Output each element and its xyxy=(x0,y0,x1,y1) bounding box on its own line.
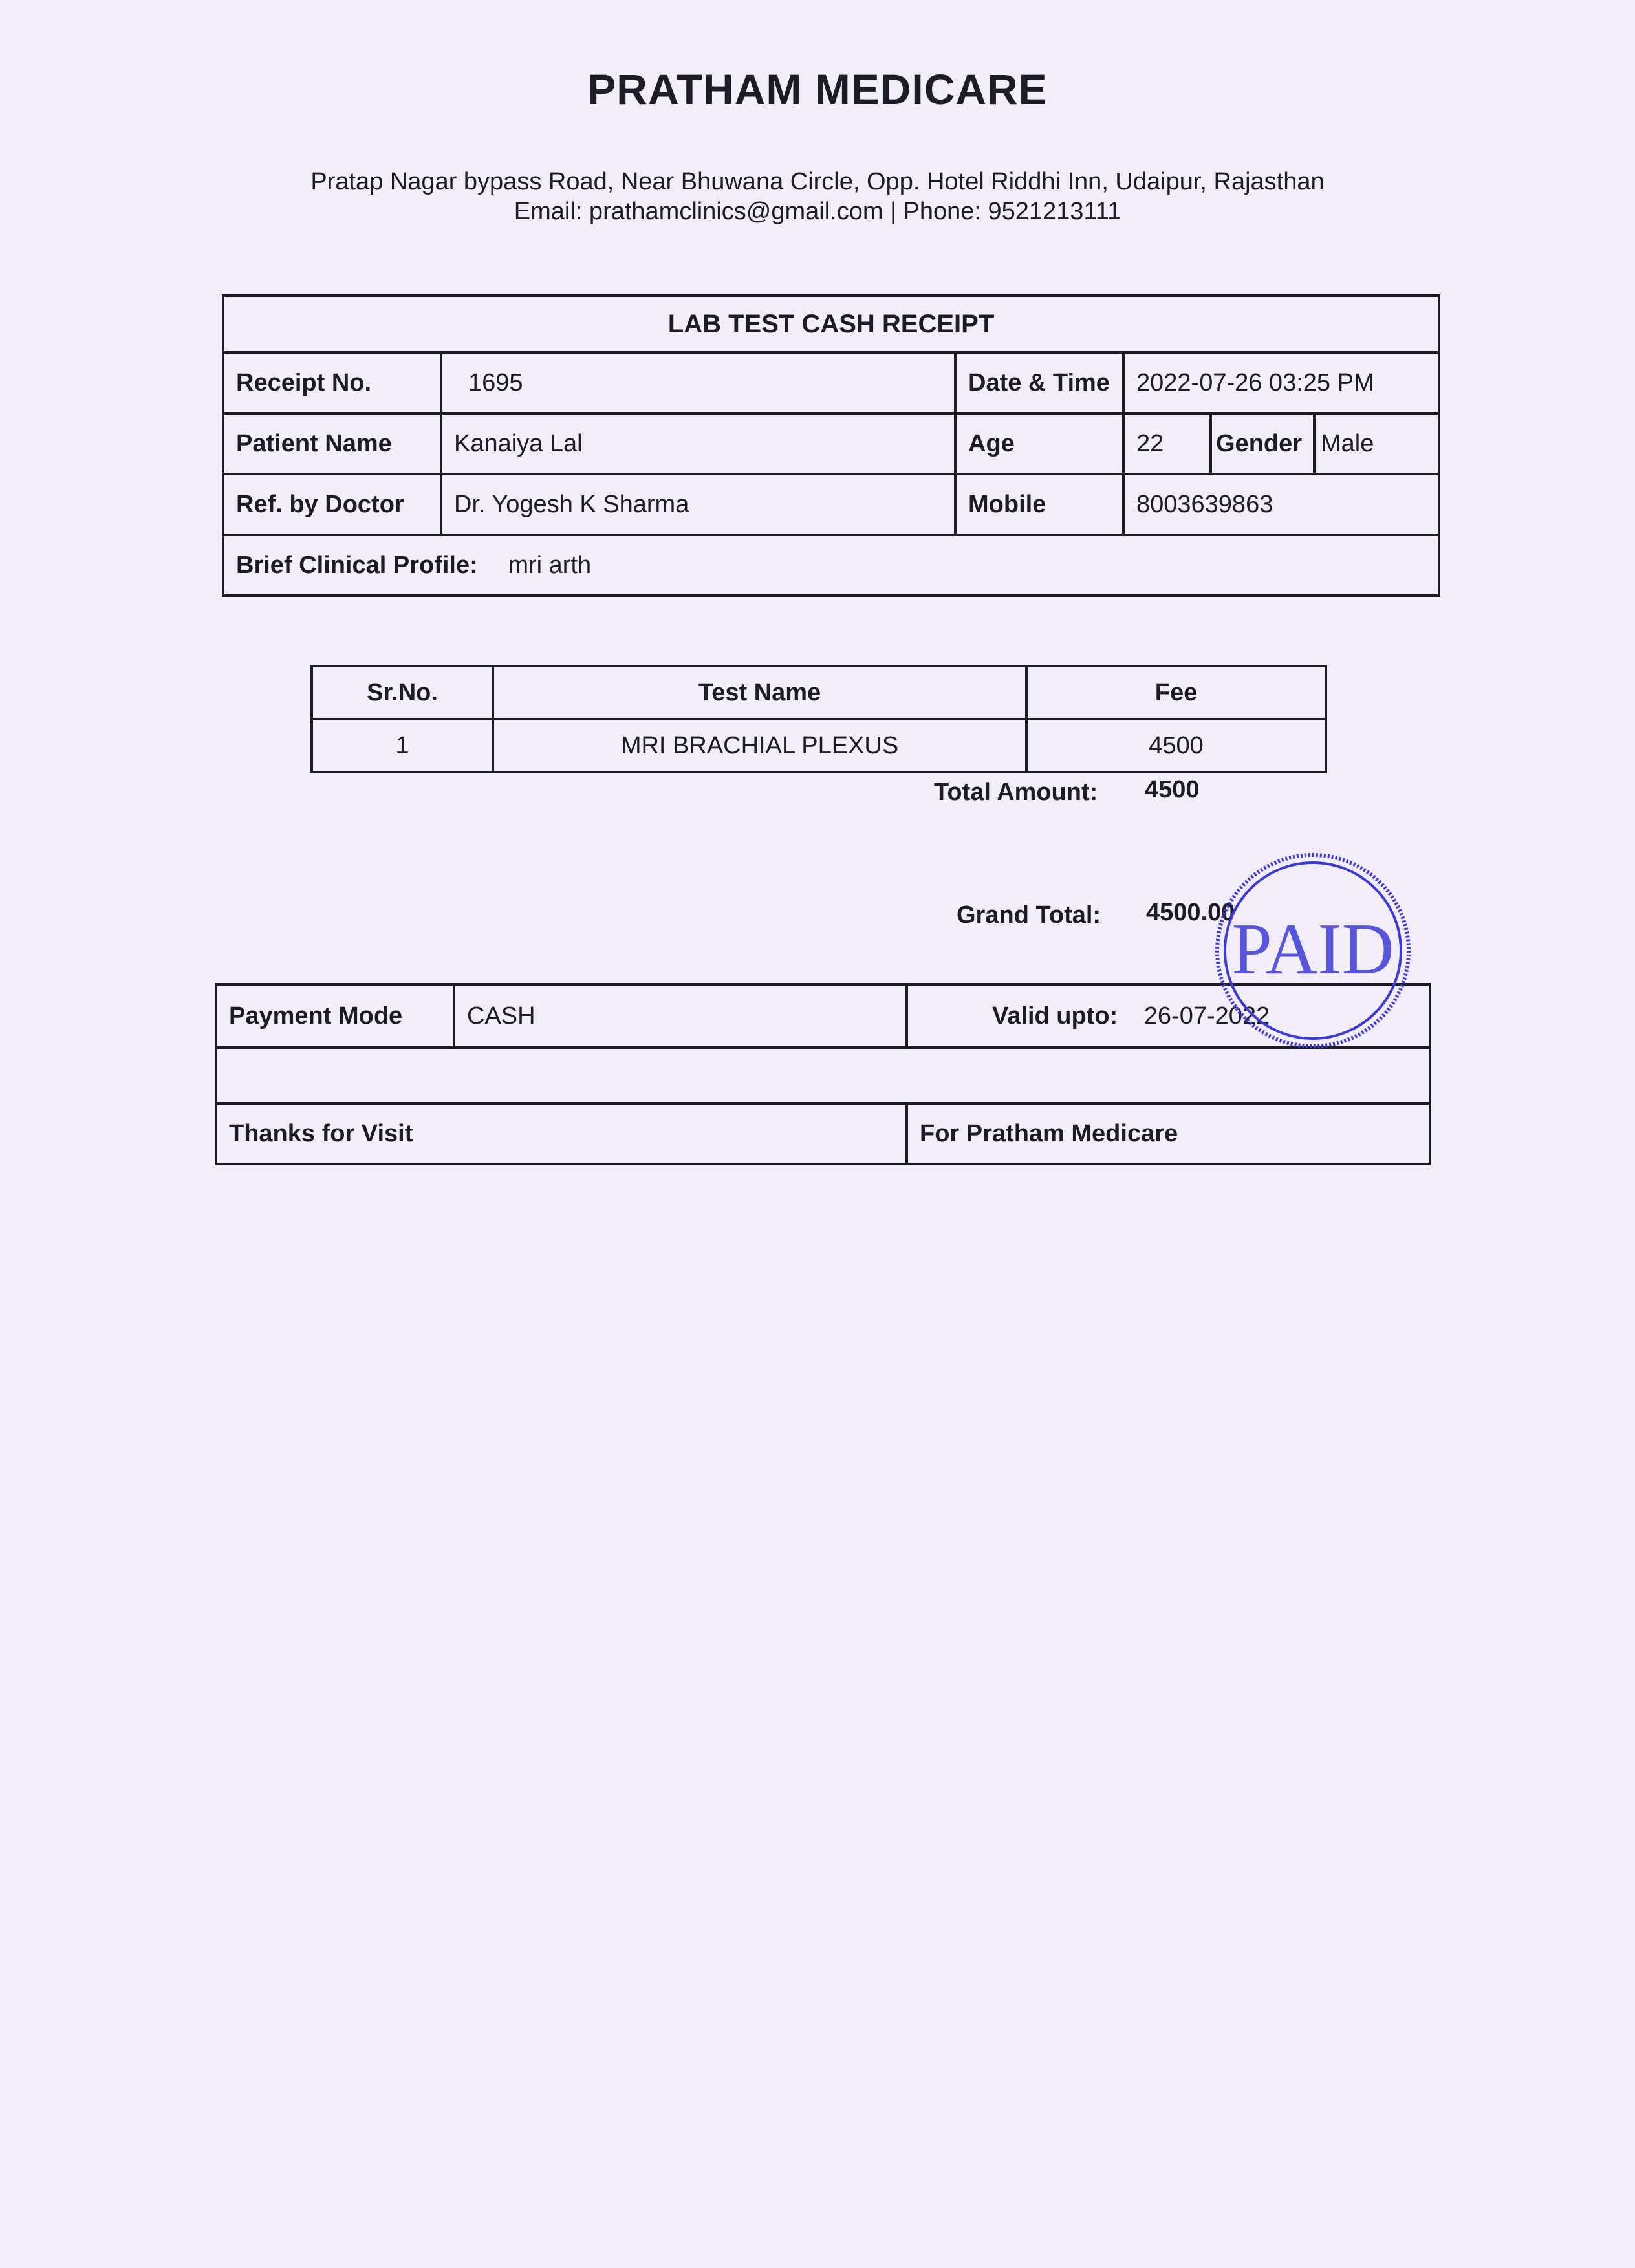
payment-table xyxy=(215,983,1431,1165)
datetime-value: 2022-07-26 03:25 PM xyxy=(1123,352,1439,413)
ref-doctor-label: Ref. by Doctor xyxy=(223,474,441,535)
total-amount-value: 4500 xyxy=(1145,776,1200,803)
total-amount-label: Total Amount: xyxy=(934,779,1098,806)
test-srno: 1 xyxy=(312,719,493,772)
valid-upto-cell xyxy=(907,984,1430,1048)
mobile-label: Mobile xyxy=(955,474,1123,535)
tests-table xyxy=(310,665,1327,773)
payment-blank-row xyxy=(216,1048,1430,1103)
receipt-title: LAB TEST CASH RECEIPT xyxy=(223,296,1439,352)
valid-upto-value: 26-07-2022 xyxy=(1143,1002,1270,1030)
datetime-label: Date & Time xyxy=(955,352,1123,413)
grand-total-value: 4500.00 xyxy=(1146,899,1235,926)
mobile-value: 8003639863 xyxy=(1123,474,1439,535)
col-header-fee: Fee xyxy=(1026,666,1326,719)
clinical-profile-value: mri arth xyxy=(508,551,592,579)
age-label: Age xyxy=(955,413,1123,474)
patient-name-value: Kanaiya Lal xyxy=(441,413,955,474)
paid-stamp-text: PAID xyxy=(1231,909,1394,989)
grand-total-label: Grand Total: xyxy=(957,902,1101,929)
clinic-address: Pratap Nagar bypass Road, Near Bhuwana Circle, Opp. Hotel Riddhi Inn, Udaipur, Rajasthan xyxy=(310,168,1325,195)
valid-upto-label: Valid upto: xyxy=(992,1002,1118,1030)
clinical-profile-cell xyxy=(223,535,1439,596)
test-fee: 4500 xyxy=(1026,719,1326,772)
clinical-profile-label: Brief Clinical Profile: xyxy=(236,551,478,579)
clinic-contact: Email: prathamclinics@gmail.com | Phone: 9521213111 xyxy=(514,198,1121,225)
payment-mode-value: CASH xyxy=(454,984,907,1048)
receipt-info-table xyxy=(222,294,1440,597)
tests-header-row xyxy=(312,666,1326,719)
test-name: MRI BRACHIAL PLEXUS xyxy=(493,719,1026,772)
age-value: 22 xyxy=(1123,413,1211,474)
receipt-no-label: Receipt No. xyxy=(223,352,441,413)
table-row xyxy=(312,719,1326,772)
patient-name-label: Patient Name xyxy=(223,413,441,474)
gender-value: Male xyxy=(1314,413,1439,474)
thanks-text: Thanks for Visit xyxy=(216,1103,907,1164)
signoff-text: For Pratham Medicare xyxy=(907,1103,1430,1164)
payment-mode-label: Payment Mode xyxy=(216,984,454,1048)
gender-label: Gender xyxy=(1211,413,1314,474)
col-header-test-name: Test Name xyxy=(493,666,1026,719)
receipt-no-value: 1695 xyxy=(441,352,955,413)
clinic-name: PRATHAM MEDICARE xyxy=(587,65,1048,113)
col-header-srno: Sr.No. xyxy=(312,666,493,719)
clinic-address-block xyxy=(0,167,1635,226)
ref-doctor-value: Dr. Yogesh K Sharma xyxy=(441,474,955,535)
